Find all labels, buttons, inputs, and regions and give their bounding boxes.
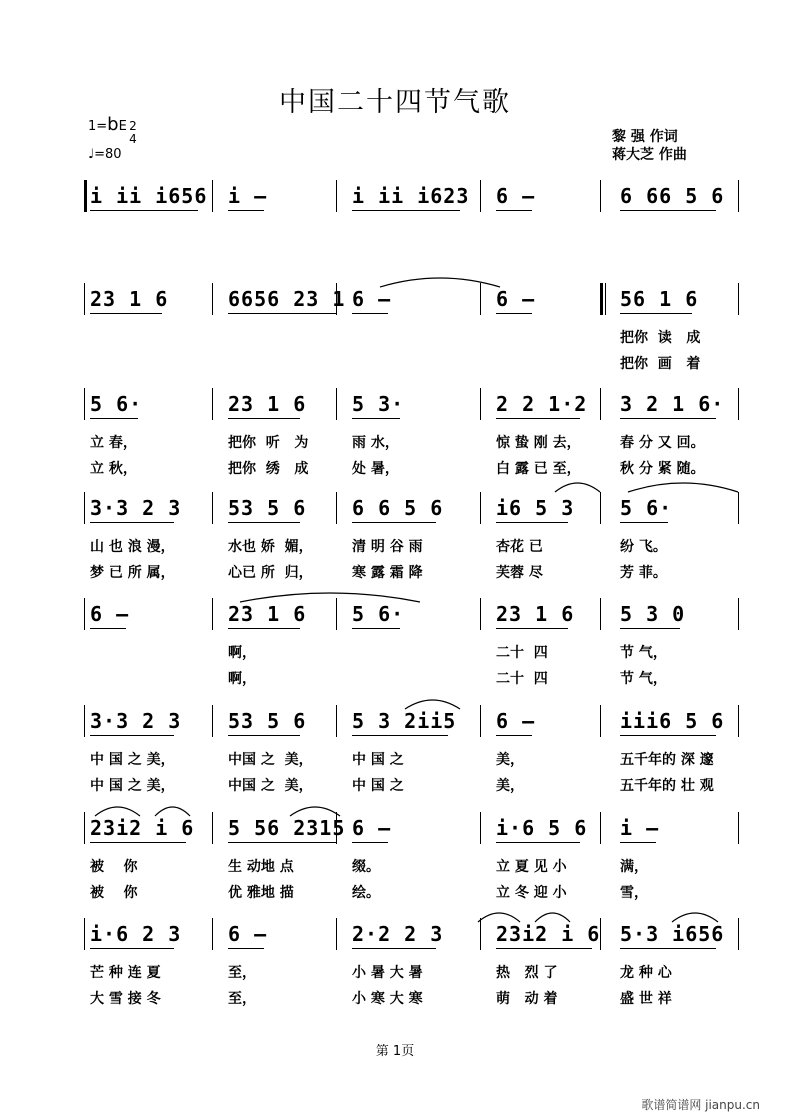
bar-line	[738, 283, 739, 315]
beam-line	[228, 522, 300, 523]
lyric-verse-1: 二十 四	[496, 645, 548, 661]
key-label: 1=	[88, 119, 108, 134]
bar-line	[84, 283, 85, 315]
lyric-verse-1: 山 也 浪 漫，	[90, 539, 175, 555]
lyric-verse-1: 立 春，	[90, 435, 137, 451]
measure-notes: 23 1 6	[228, 392, 307, 416]
beam-line	[90, 842, 186, 843]
measure-notes: 53 5 6	[228, 496, 307, 520]
key-flat: b	[107, 114, 119, 135]
bar-line	[480, 388, 481, 420]
measure-notes: 6 66 5 6	[620, 184, 725, 208]
time-signature	[128, 120, 138, 146]
bar-line	[336, 492, 337, 524]
watermark: 歌谱简谱网 jianpu.cn	[641, 1098, 760, 1112]
beam-line	[352, 522, 436, 523]
measure-notes: 2·2 2 3	[352, 922, 444, 946]
lyric-verse-1: 热 烈 了	[496, 965, 558, 981]
measure-notes: 5 3 2ii5	[352, 709, 457, 733]
lyric-verse-2: 节 气，	[620, 671, 667, 687]
beam-line	[90, 948, 174, 949]
measure-notes: 6 –	[496, 184, 536, 208]
bar-line	[84, 918, 85, 950]
lyric-verse-1: 生 动地 点	[228, 859, 294, 875]
lyric-verse-2: 小 寒 大 寒	[352, 991, 423, 1007]
bar-line	[738, 598, 739, 630]
measure-notes: 5 6·	[352, 602, 405, 626]
beam-line	[228, 842, 336, 843]
beam-line	[620, 210, 716, 211]
tie-slur	[95, 798, 140, 818]
measure-notes: 5 3 0	[620, 602, 686, 626]
lyric-verse-1: 满，	[620, 859, 648, 875]
bar-line	[84, 388, 85, 420]
beam-line	[352, 628, 400, 629]
beam-line	[228, 210, 264, 211]
bar-line	[212, 492, 213, 524]
beam-line	[90, 522, 174, 523]
bar-line	[738, 388, 739, 420]
beam-line	[496, 948, 592, 949]
beam-line	[496, 418, 580, 419]
beam-line	[90, 313, 162, 314]
tempo	[88, 148, 127, 162]
lyric-verse-2: 立 秋，	[90, 461, 137, 477]
bar-line	[212, 283, 213, 315]
measure-notes: 3·3 2 3	[90, 496, 182, 520]
lyric-verse-2: 心已 所 归，	[228, 565, 313, 581]
beam-line	[496, 210, 532, 211]
measure-notes: 3 2 1 6·	[620, 392, 725, 416]
score-row	[0, 918, 790, 1018]
bar-line	[600, 180, 601, 212]
lyric-verse-2: 二十 四	[496, 671, 548, 687]
lyric-verse-1: 缀。	[352, 859, 380, 875]
beam-line	[90, 418, 138, 419]
beam-line	[496, 735, 532, 736]
lyric-verse-2: 中 国 之 美，	[90, 778, 175, 794]
beam-line	[620, 948, 716, 949]
beam-line	[496, 628, 568, 629]
tie-slur	[290, 798, 340, 818]
bar-line	[336, 705, 337, 737]
beam-line	[496, 842, 580, 843]
lyric-verse-1: 立 夏 见 小	[496, 859, 567, 875]
beam-line	[90, 735, 174, 736]
lyric-verse-1: 小 暑 大 暑	[352, 965, 423, 981]
measure-notes: 5 3·	[352, 392, 405, 416]
beam-line	[228, 735, 300, 736]
beam-line	[620, 842, 656, 843]
lyric-verse-2: 芙蓉 尽	[496, 565, 543, 581]
tie-slur	[535, 904, 570, 924]
score-row	[0, 598, 790, 698]
lyric-verse-2: 处 暑，	[352, 461, 399, 477]
lyric-verse-1: 美，	[496, 752, 524, 768]
beam-line	[228, 948, 264, 949]
lyric-verse-2: 寒 露 霜 降	[352, 565, 423, 581]
measure-notes: 3·3 2 3	[90, 709, 182, 733]
lyricist: 黎 强 作词	[612, 129, 678, 145]
lyric-verse-2: 中国 之 美，	[228, 778, 313, 794]
bar-line	[738, 180, 739, 212]
measure-notes: i –	[228, 184, 268, 208]
tie-slur	[240, 584, 420, 604]
score-row	[0, 492, 790, 592]
lyric-verse-2: 雪，	[620, 885, 648, 901]
tie-slur	[405, 691, 460, 711]
composer: 蒋大芝 作曲	[612, 147, 687, 163]
tempo-label: =80	[94, 147, 122, 162]
bar-line	[84, 180, 87, 212]
time-bottom: 4	[129, 132, 137, 146]
song-title: 中国二十四节气歌	[279, 87, 511, 118]
lyric-verse-1: 啊，	[228, 645, 256, 661]
measure-notes: i ii i623	[352, 184, 470, 208]
beam-line	[620, 418, 716, 419]
lyric-verse-1: 五千年的 深 邃	[620, 752, 714, 768]
lyric-verse-2: 被 你	[90, 885, 138, 901]
bar-line	[600, 283, 603, 315]
bar-line	[738, 705, 739, 737]
score-row	[0, 388, 790, 488]
bar-line	[212, 812, 213, 844]
tie-slur	[155, 798, 190, 818]
beam-line	[352, 735, 448, 736]
measure-notes: 56 1 6	[620, 287, 699, 311]
tie-slur	[380, 269, 500, 289]
lyric-verse-1: 被 你	[90, 859, 138, 875]
measure-notes: 23i2 i 6	[496, 922, 601, 946]
bar-line	[212, 598, 213, 630]
measure-notes: i·6 5 6	[496, 816, 588, 840]
beam-line	[620, 313, 692, 314]
lyric-verse-1: 水也 娇 媚，	[228, 539, 313, 555]
measure-notes: 6 –	[352, 287, 392, 311]
bar-line	[84, 598, 85, 630]
beam-line	[228, 628, 300, 629]
lyric-verse-2: 盛 世 祥	[620, 991, 672, 1007]
beam-line	[352, 418, 400, 419]
lyric-verse-2: 芳 菲。	[620, 565, 667, 581]
lyric-verse-2: 优 雅地 描	[228, 885, 294, 901]
bar-line	[600, 598, 601, 630]
measure-notes: 6656 23 1	[228, 287, 346, 311]
lyric-verse-1: 纷 飞。	[620, 539, 667, 555]
lyric-verse-2: 至，	[228, 991, 256, 1007]
beam-line	[90, 628, 126, 629]
measure-notes: 5 6·	[620, 496, 673, 520]
bar-line	[480, 598, 481, 630]
measure-notes: 5 6·	[90, 392, 143, 416]
measure-notes: i ii i656	[90, 184, 208, 208]
measure-notes: 53 5 6	[228, 709, 307, 733]
measure-notes: 6 –	[496, 287, 536, 311]
lyric-verse-2: 立 冬 迎 小	[496, 885, 567, 901]
lyric-verse-1: 节 气，	[620, 645, 667, 661]
measure-notes: i·6 2 3	[90, 922, 182, 946]
measure-notes: 23 1 6	[496, 602, 575, 626]
quarter-note-icon: ♩	[88, 147, 95, 162]
beam-line	[228, 418, 300, 419]
credits	[612, 128, 687, 164]
bar-line	[84, 492, 85, 524]
score-row	[0, 180, 790, 280]
tie-slur	[628, 474, 738, 494]
lyric-verse-2: 五千年的 壮 观	[620, 778, 714, 794]
score-row	[0, 283, 790, 383]
score-row	[0, 705, 790, 805]
lyric-verse-2: 白 露 已 至，	[496, 461, 581, 477]
bar-line	[480, 705, 481, 737]
bar-line	[480, 812, 481, 844]
key-note: E	[118, 119, 127, 134]
lyric-verse-1: 至，	[228, 965, 256, 981]
time-top: 2	[129, 119, 137, 133]
measure-notes: 6 –	[496, 709, 536, 733]
bar-line	[600, 492, 601, 524]
lyric-verse-1: 把你 听 为	[228, 435, 309, 451]
lyric-verse-2: 秋 分 紧 随。	[620, 461, 705, 477]
score-row	[0, 812, 790, 912]
beam-line	[352, 210, 460, 211]
measure-notes: 23 1 6	[228, 602, 307, 626]
lyric-verse-1: 把你 读 成	[620, 330, 701, 346]
bar-line	[738, 812, 739, 844]
lyric-verse-1: 春 分 又 回。	[620, 435, 705, 451]
beam-line	[496, 313, 532, 314]
lyric-verse-1: 芒 种 连 夏	[90, 965, 161, 981]
bar-line	[600, 812, 601, 844]
lyric-verse-2: 把你 绣 成	[228, 461, 309, 477]
lyric-verse-2: 萌 动 着	[496, 991, 558, 1007]
beam-line	[352, 313, 388, 314]
lyric-verse-1: 杏花 已	[496, 539, 543, 555]
lyric-verse-2: 美，	[496, 778, 524, 794]
bar-line	[738, 492, 739, 524]
measure-notes: 5 56 2315	[228, 816, 346, 840]
lyric-verse-1: 中 国 之 美，	[90, 752, 175, 768]
lyric-verse-1: 清 明 谷 雨	[352, 539, 423, 555]
bar-line	[212, 388, 213, 420]
lyric-verse-1: 中 国 之	[352, 752, 404, 768]
beam-line	[228, 313, 336, 314]
beam-line	[90, 210, 198, 211]
bar-line	[84, 812, 85, 844]
lyric-verse-2: 中 国 之	[352, 778, 404, 794]
lyric-verse-1: 中国 之 美，	[228, 752, 313, 768]
measure-notes: 5·3 i656	[620, 922, 725, 946]
bar-line	[336, 180, 337, 212]
lyric-verse-2: 绘。	[352, 885, 380, 901]
measure-notes: 6 –	[228, 922, 268, 946]
lyric-verse-1: 雨 水，	[352, 435, 399, 451]
measure-notes: i6 5 3	[496, 496, 575, 520]
measure-notes: i –	[620, 816, 660, 840]
tie-slur	[672, 904, 718, 924]
bar-line	[84, 705, 85, 737]
tie-slur	[555, 474, 600, 494]
bar-line	[336, 918, 337, 950]
measure-notes: 6 6 5 6	[352, 496, 444, 520]
lyric-verse-2: 把你 画 着	[620, 356, 701, 372]
bar-line	[212, 918, 213, 950]
beam-line	[496, 522, 568, 523]
tie-slur	[478, 904, 520, 924]
measure-notes: 23 1 6	[90, 287, 169, 311]
measure-notes: 2 2 1·2	[496, 392, 588, 416]
bar-line	[600, 388, 601, 420]
lyric-verse-1: 龙 种 心	[620, 965, 672, 981]
bar-line	[600, 705, 601, 737]
bar-line	[480, 492, 481, 524]
bar-line	[336, 388, 337, 420]
beam-line	[352, 842, 388, 843]
lyric-verse-2: 大 雪 接 冬	[90, 991, 161, 1007]
lyric-verse-1: 惊 蛰 刚 去，	[496, 435, 581, 451]
lyric-verse-2: 啊，	[228, 671, 256, 687]
bar-line	[480, 180, 481, 212]
measure-notes: 6 –	[352, 816, 392, 840]
beam-line	[620, 522, 668, 523]
measure-notes: 23i2 i 6	[90, 816, 195, 840]
key-signature	[88, 114, 137, 162]
bar-line	[212, 705, 213, 737]
beam-line	[352, 948, 436, 949]
bar-line	[738, 918, 739, 950]
page-number: 第 1页	[375, 1044, 415, 1059]
lyric-verse-2: 梦 已 所 属，	[90, 565, 175, 581]
beam-line	[620, 628, 680, 629]
measure-notes: iii6 5 6	[620, 709, 725, 733]
beam-line	[620, 735, 716, 736]
bar-line	[212, 180, 213, 212]
measure-notes: 6 –	[90, 602, 130, 626]
